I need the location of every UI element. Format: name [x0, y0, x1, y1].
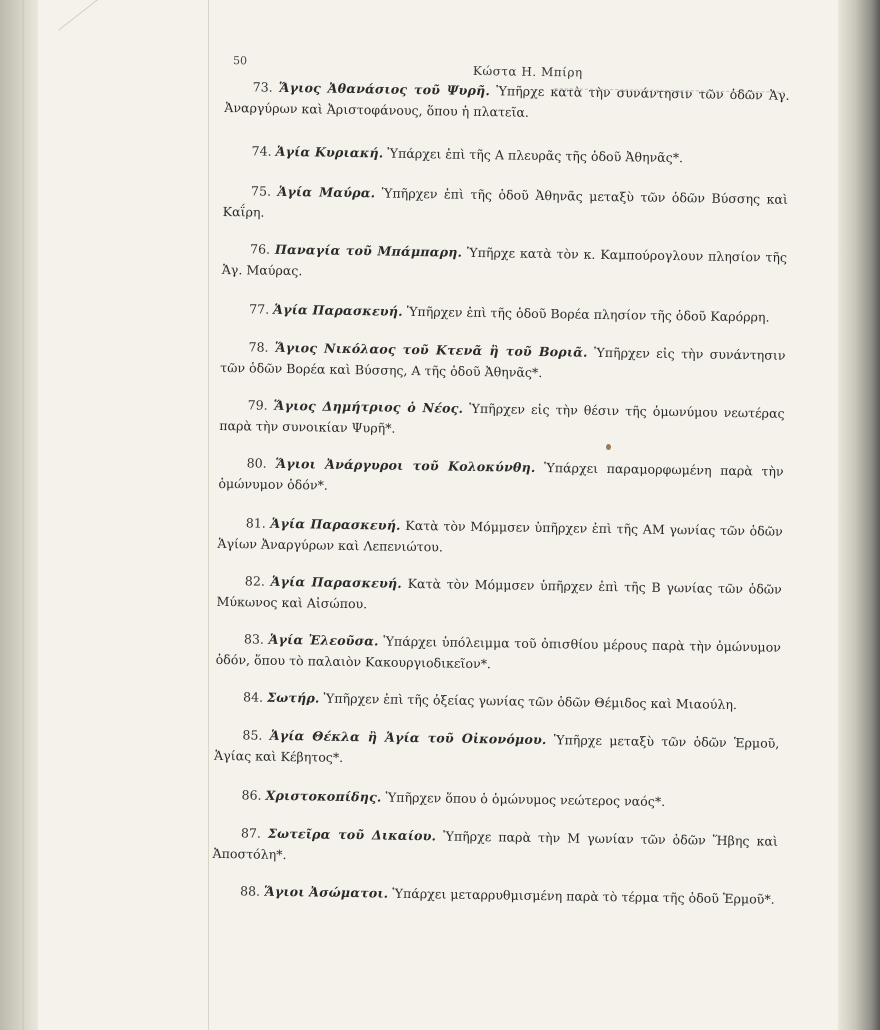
- entry-number: 86.: [241, 787, 262, 803]
- entry-text: Ὑπάρχει ἐπὶ τῆς Α πλευρᾶς τῆς ὁδοῦ Ἀθηνᾶς*.: [387, 145, 684, 166]
- entry-number: 80.: [246, 455, 267, 471]
- entry-title: Ἁγία Παρασκευή.: [273, 301, 403, 319]
- entry-number: 81.: [245, 515, 266, 531]
- entry-text: Ὑπῆρχεν ἐπὶ τῆς ὁδοῦ Βορέα πλησίον τῆς ὁδοῦ Καρόρρη.: [406, 303, 770, 325]
- entry-82: [216, 570, 782, 621]
- entry-title: Ἁγία Κυριακή.: [275, 143, 384, 161]
- entry-text: Ὑπάρχει μεταρρυθμισμένη παρὰ τὸ τέρμα τῆς ὁδοῦ Ἑρμοῦ*.: [392, 885, 775, 907]
- entry-title: Ἅγιοι Ἀσώματοι.: [263, 883, 389, 901]
- entry-text: Ὑπῆρχεν εἰς τὴν συνάντησιν τῶν ὁδῶν Βορέα καὶ Βύσσης, Α τῆς ὁδοῦ Ἀθηνᾶς*.: [220, 344, 786, 381]
- entry-number: 74.: [251, 143, 272, 159]
- entry-text: Ὑπῆρχε παρὰ τὴν Μ γωνίαν τῶν ὁδῶν Ἥβης καὶ Ἀποστόλη*.: [212, 828, 778, 863]
- entry-title: Ἁγία Παρασκευή.: [270, 515, 401, 533]
- entry-number: 78.: [248, 339, 269, 355]
- entry-87: [212, 822, 778, 873]
- entry-title: Ἁγία Μαύρα.: [277, 183, 376, 201]
- entry-text: Κατὰ τὸν Μόμμσεν ὑπῆρχεν ἐπὶ τῆς ΑΜ γωνίας τῶν ὁδῶν Ἁγίων Ἀναργύρων καὶ Λεπενιώτου.: [217, 517, 783, 555]
- book-right-shadow: [838, 0, 880, 1030]
- entry-75: [223, 180, 789, 231]
- entry-title: Σωτήρ.: [266, 689, 320, 706]
- entry-text: Ὑπάρχει ὑπόλειμμα τοῦ ὀπισθίου μέρους παρὰ τὴν ὁμώνυμον ὁδόν, ὅπου τὸ παλαιὸν Κακουργιοδικεῖον*.: [215, 633, 782, 672]
- entry-text: Ὑπῆρχεν ἐπὶ τῆς ὀξείας γωνίας τῶν ὁδῶν Θέμιδος καὶ Μιαούλη.: [323, 690, 738, 713]
- entry-text: Ὑπῆρχεν ὅπου ὁ ὁμώνυμος νεώτερος ναός*.: [385, 789, 666, 809]
- entry-80: [218, 452, 784, 503]
- book-gutter-shadow: [0, 0, 40, 1030]
- sheet-edge-line: [208, 0, 209, 1030]
- entry-76: [222, 238, 788, 289]
- entry-number: 88.: [239, 883, 261, 899]
- entry-number: 82.: [244, 573, 266, 589]
- entry-title: Ἅγιος Ἀθανάσιος τοῦ Ψυρῆ.: [278, 79, 491, 99]
- entry-title: Χριστοκοπίδης.: [265, 787, 382, 805]
- entry-number: 84.: [242, 689, 264, 705]
- running-head: Κώστα Η. Μπίρη: [472, 63, 583, 80]
- entry-title: Ἅγιος Δημήτριος ὁ Νέος.: [273, 397, 464, 416]
- entry-title: Σωτεῖρα τοῦ Δικαίου.: [267, 825, 437, 844]
- entry-title: Ἅγιοι Ἀνάργυροι τοῦ Κολοκύνθη.: [275, 455, 536, 475]
- entry-81: [217, 512, 783, 563]
- entry-text: Ὑπῆρχε μεταξὺ τῶν ὁδῶν Ἑρμοῦ, Ἁγίας καὶ Κέβητος*.: [214, 732, 780, 765]
- entry-text: Ὑπῆρχεν εἰς τὴν θέσιν τῆς ὁμωνύμου νεωτέρας παρὰ τὴν συνοικίαν Ψυρῆ*.: [219, 400, 785, 436]
- entry-title: Ἁγία Παρασκευή.: [270, 573, 403, 591]
- entry-text: Κατὰ τὸν Μόμμσεν ὑπῆρχεν ἐπὶ τῆς Β γωνίας τῶν ὁδῶν Μύκωνος καὶ Αἰσώπου.: [216, 575, 782, 612]
- entry-text: Ὑπῆρχε κατὰ τὸν κ. Καμπούρογλουν πλησίον τῆς Ἁγ. Μαύρας.: [221, 244, 788, 279]
- entry-number: 79.: [247, 397, 268, 413]
- entry-number: 85.: [242, 727, 263, 743]
- entry-text: Ὑπῆρχε κατὰ τὴν συνάντησιν τῶν ὁδῶν Ἁγ. Ἀναργύρων καὶ Ἀριστοφάνους, ὅπου ἡ πλατεῖα.: [224, 83, 790, 120]
- paper-stain: [606, 444, 611, 450]
- entry-79: [219, 394, 785, 445]
- entry-number: 73.: [252, 79, 273, 95]
- entry-number: 87.: [240, 825, 262, 841]
- entry-title: Παναγία τοῦ Μπάμπαρη.: [274, 241, 463, 260]
- entry-number: 83.: [243, 631, 265, 647]
- entry-number: 76.: [249, 241, 271, 257]
- entry-73: [224, 76, 790, 127]
- page-number: 50: [232, 54, 248, 68]
- page-edge-line: [22, 0, 24, 1030]
- entry-title: Ἁγία Ἐλεοῦσα.: [268, 631, 379, 649]
- entry-78: [220, 336, 786, 387]
- entry-title: Ἅγιος Νικόλαος τοῦ Κτενᾶ ἢ τοῦ Βοριᾶ.: [274, 339, 588, 360]
- entry-85: [214, 724, 780, 775]
- entry-number: 77.: [249, 301, 270, 317]
- entry-title: Ἁγία Θέκλα ἢ Ἁγία τοῦ Οἰκονόμου.: [269, 727, 547, 748]
- entry-text: Ὑπῆρχεν ἐπὶ τῆς ὁδοῦ Ἀθηνᾶς μεταξὺ τῶν ὁδῶν Βύσσης καὶ Καΐρη.: [222, 185, 789, 220]
- entry-text: Ὑπάρχει παραμορφωμένη παρὰ τὴν ὁμώνυμον ὁδόν*.: [218, 460, 784, 493]
- entry-83: [215, 628, 781, 679]
- entry-number: 75.: [250, 183, 272, 199]
